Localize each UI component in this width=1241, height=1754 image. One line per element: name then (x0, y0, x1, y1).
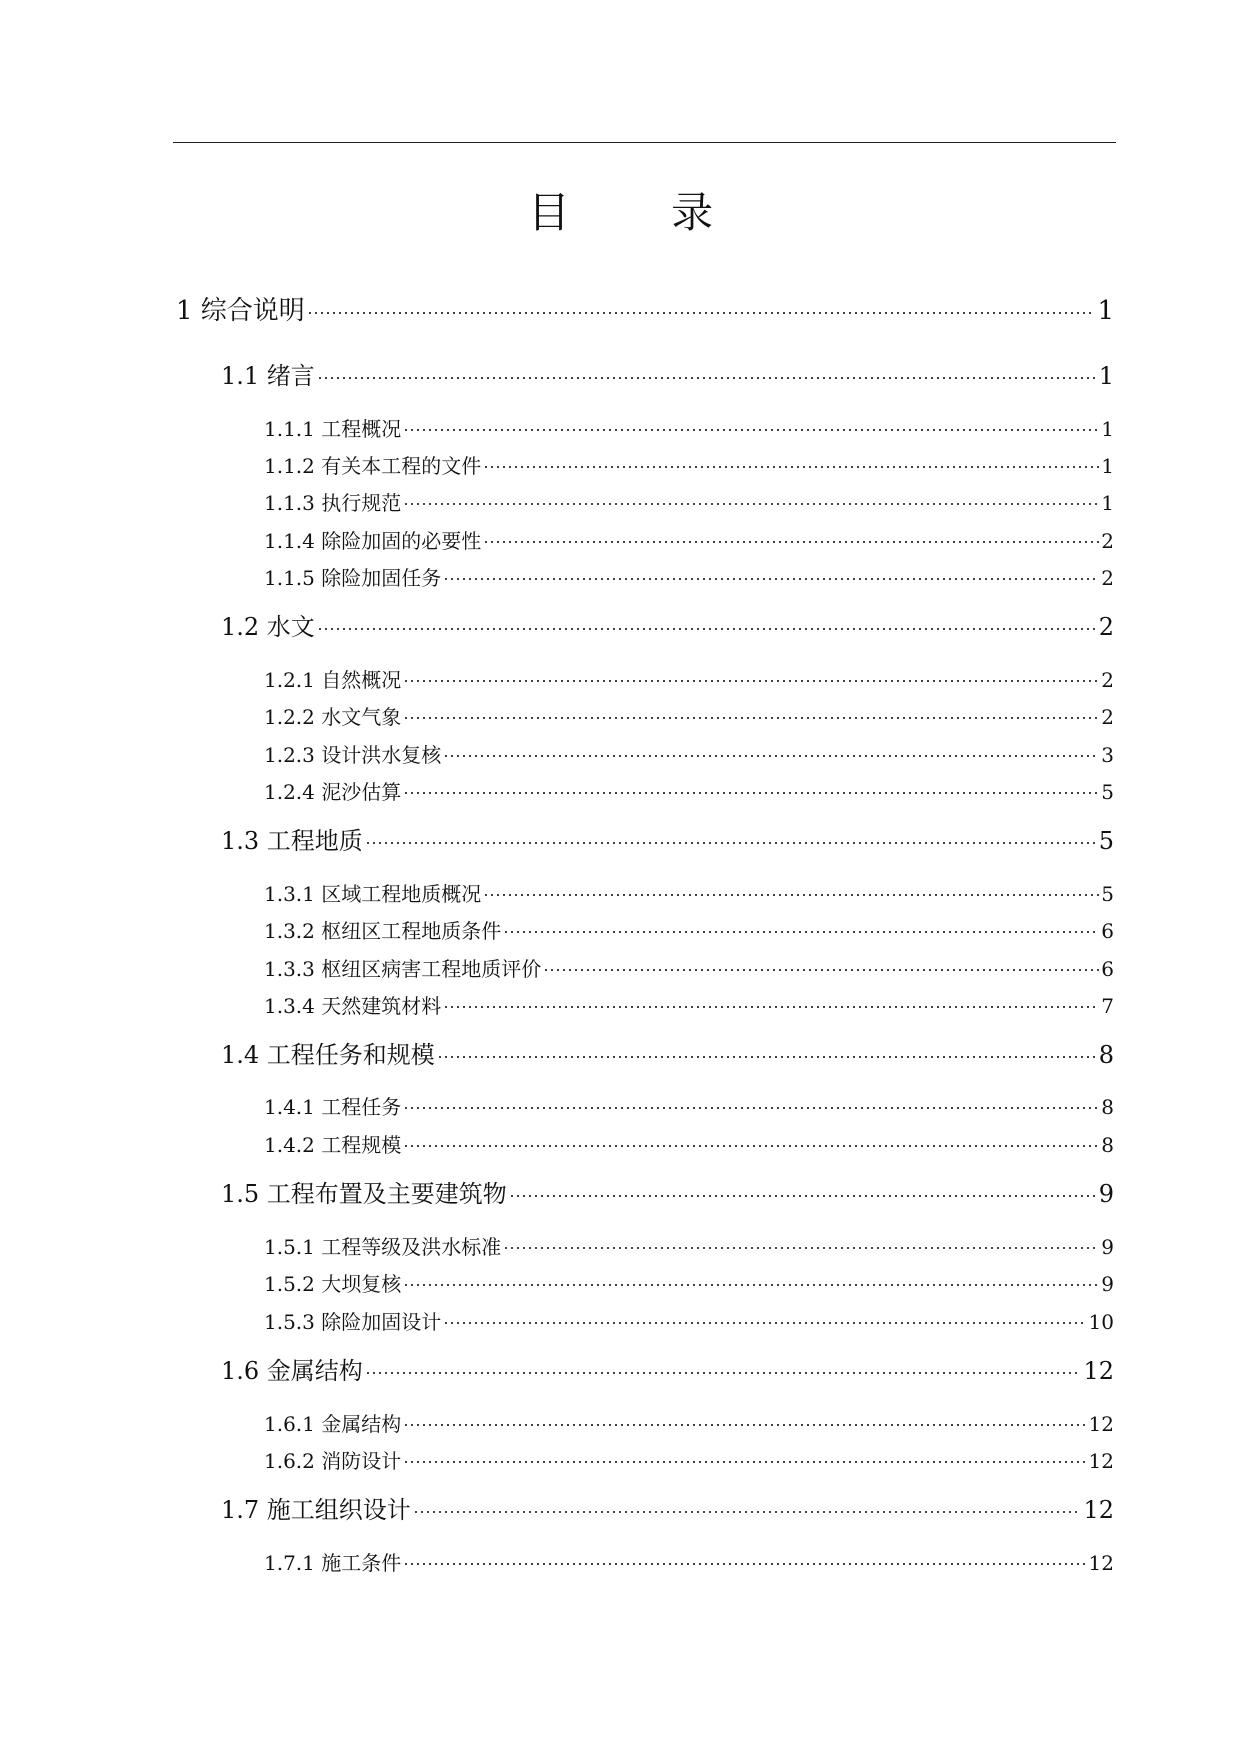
toc-entry[interactable] (264, 915, 1114, 944)
toc-entry[interactable] (264, 1231, 1114, 1260)
toc-dot-leader (443, 1309, 1086, 1329)
toc-entry[interactable] (264, 739, 1114, 768)
toc-entry-page: 1 (1101, 491, 1114, 515)
toc-entry[interactable] (264, 413, 1114, 442)
toc-dot-leader (403, 1094, 1099, 1114)
toc-entry-page: 9 (1101, 1272, 1114, 1296)
toc-entry[interactable] (221, 821, 1114, 856)
toc-entry[interactable] (264, 701, 1114, 730)
toc-entry-label: 1.4.2 工程规模 (264, 1133, 402, 1157)
toc-entry-label: 1.2.2 水文气象 (264, 705, 402, 729)
toc-entry[interactable] (264, 1445, 1114, 1474)
toc-dot-leader (509, 1178, 1097, 1202)
toc-entry[interactable] (264, 1547, 1114, 1576)
toc-entry-page: 6 (1101, 919, 1114, 943)
toc-dot-leader (403, 704, 1099, 724)
toc-entry-label: 1.4.1 工程任务 (264, 1095, 402, 1119)
toc-entry-label: 1.2.1 自然概况 (264, 668, 402, 692)
toc-entry[interactable] (264, 953, 1114, 982)
toc-entry-label: 1.4 工程任务和规模 (221, 1041, 435, 1069)
toc-dot-leader (403, 416, 1099, 436)
toc-entry-label: 1.6.2 消防设计 (264, 1449, 402, 1473)
toc-entry-label: 1.1.5 除险加固任务 (264, 566, 442, 590)
toc-entry[interactable] (264, 776, 1114, 805)
page-title: 目 录 (527, 188, 758, 237)
toc-entry-page: 1 (1101, 454, 1114, 478)
toc-entry[interactable] (221, 1490, 1114, 1525)
toc-entry-label: 1.3 工程地质 (221, 827, 363, 855)
toc-entry-page: 2 (1101, 668, 1114, 692)
toc-entry-label: 1.7 施工组织设计 (221, 1496, 411, 1524)
toc-entry-label: 1.3.3 枢纽区病害工程地质评价 (264, 957, 542, 981)
toc-entry-page: 1 (1101, 417, 1114, 441)
toc-dot-leader (443, 993, 1099, 1013)
toc-dot-leader (443, 742, 1099, 762)
toc-entry-page: 7 (1101, 994, 1114, 1018)
toc-dot-leader (503, 918, 1099, 938)
toc-entry[interactable] (264, 1408, 1114, 1437)
toc-entry-label: 1.5.3 除险加固设计 (264, 1310, 442, 1334)
header-rule (173, 142, 1116, 143)
toc-entry-page: 9 (1101, 1235, 1114, 1259)
toc-entry-page: 10 (1088, 1310, 1114, 1334)
toc-dot-leader (403, 490, 1099, 510)
toc-entry[interactable] (221, 356, 1114, 391)
toc-entry[interactable] (221, 1351, 1114, 1386)
toc-dot-leader (443, 565, 1099, 585)
toc-dot-leader (403, 1411, 1086, 1431)
toc-entry[interactable] (221, 607, 1114, 642)
toc-entry-label: 1.1.1 工程概况 (264, 417, 402, 441)
toc-entry[interactable] (264, 1091, 1114, 1120)
toc-dot-leader (317, 611, 1097, 635)
toc-entry[interactable] (221, 1035, 1114, 1070)
toc-entry-page: 12 (1083, 1496, 1114, 1524)
toc-dot-leader (403, 1271, 1099, 1291)
toc-dot-leader (403, 667, 1099, 687)
toc-entry-page: 2 (1101, 705, 1114, 729)
toc-entry[interactable] (264, 525, 1114, 554)
toc-dot-leader (317, 360, 1097, 384)
toc-entry-label: 1.2.4 泥沙估算 (264, 780, 402, 804)
toc-dot-leader (437, 1039, 1097, 1063)
toc-entry[interactable] (221, 1174, 1114, 1209)
toc-entry-page: 3 (1101, 743, 1114, 767)
toc-entry[interactable] (264, 1268, 1114, 1297)
toc-entry-page: 1 (1098, 362, 1114, 390)
toc-entry-page: 6 (1101, 957, 1114, 981)
toc-entry-label: 1 综合说明 (176, 296, 305, 326)
toc-entry-page: 12 (1088, 1412, 1114, 1436)
toc-entry-label: 1.1.4 除险加固的必要性 (264, 529, 482, 553)
toc-entry-page: 2 (1098, 613, 1114, 641)
toc-dot-leader (483, 881, 1099, 901)
toc-entry-page: 5 (1101, 882, 1114, 906)
toc-entry-label: 1.5.2 大坝复核 (264, 1272, 402, 1296)
toc-entry-page: 2 (1101, 529, 1114, 553)
toc-entry-page: 9 (1098, 1180, 1114, 1208)
toc-dot-leader (483, 528, 1099, 548)
toc-entry-label: 1.3.4 天然建筑材料 (264, 994, 442, 1018)
toc-entry[interactable] (264, 450, 1114, 479)
toc-entry[interactable] (264, 487, 1114, 516)
toc-entry-label: 1.7.1 施工条件 (264, 1551, 402, 1575)
toc-dot-leader (307, 293, 1096, 319)
toc-entry-label: 1.3.1 区域工程地质概况 (264, 882, 482, 906)
toc-entry[interactable] (264, 1129, 1114, 1158)
toc-entry[interactable] (264, 878, 1114, 907)
toc-entry-label: 1.1 绪言 (221, 362, 315, 390)
toc-dot-leader (365, 825, 1097, 849)
toc-dot-leader (403, 1132, 1099, 1152)
toc-dot-leader (403, 779, 1099, 799)
toc-entry-label: 1.1.2 有关本工程的文件 (264, 454, 482, 478)
toc-dot-leader (543, 956, 1099, 976)
toc-entry-page: 12 (1088, 1551, 1114, 1575)
toc-entry-label: 1.1.3 执行规范 (264, 491, 402, 515)
toc-dot-leader (365, 1355, 1082, 1379)
toc-entry-label: 1.3.2 枢纽区工程地质条件 (264, 919, 502, 943)
toc-entry-page: 5 (1101, 780, 1114, 804)
toc-entry[interactable] (264, 664, 1114, 693)
toc-entry[interactable] (176, 290, 1114, 327)
toc-entry-page: 12 (1088, 1449, 1114, 1473)
toc-entry-page: 5 (1098, 827, 1114, 855)
toc-dot-leader (403, 1550, 1086, 1570)
toc-entry-page: 2 (1101, 566, 1114, 590)
toc-dot-leader (403, 1448, 1086, 1468)
toc-entry-label: 1.5.1 工程等级及洪水标准 (264, 1235, 502, 1259)
toc-entry-label: 1.5 工程布置及主要建筑物 (221, 1180, 507, 1208)
toc-entry-label: 1.2.3 设计洪水复核 (264, 743, 442, 767)
toc-dot-leader (413, 1494, 1082, 1518)
toc-entry-page: 1 (1097, 296, 1114, 326)
toc-entry-page: 8 (1098, 1041, 1114, 1069)
toc-entry[interactable] (264, 562, 1114, 591)
toc-entry-label: 1.6 金属结构 (221, 1357, 363, 1385)
toc-entry-page: 8 (1101, 1095, 1114, 1119)
toc-dot-leader (483, 453, 1099, 473)
toc-entry-page: 12 (1083, 1357, 1114, 1385)
toc-entry-page: 8 (1101, 1133, 1114, 1157)
toc-entry-label: 1.6.1 金属结构 (264, 1412, 402, 1436)
toc-entry[interactable] (264, 990, 1114, 1019)
toc-dot-leader (503, 1234, 1099, 1254)
toc-entry-label: 1.2 水文 (221, 613, 315, 641)
toc-entry[interactable] (264, 1306, 1114, 1335)
